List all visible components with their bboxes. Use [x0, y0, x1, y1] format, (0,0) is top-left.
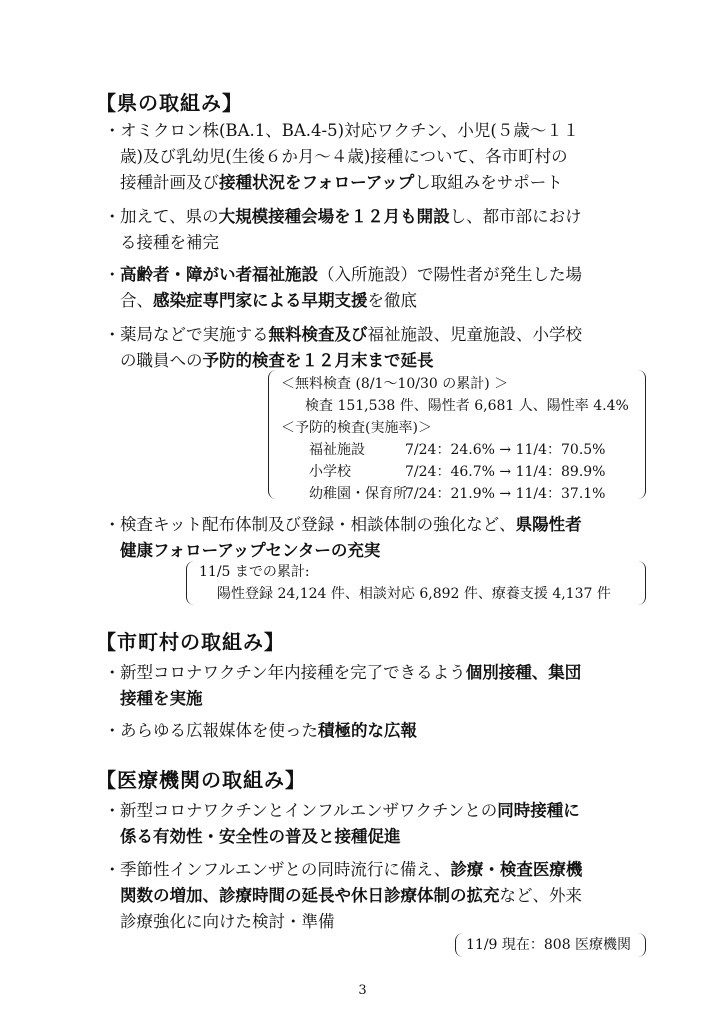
bullet-dot: ・: [104, 207, 121, 226]
body-text: など、外来: [499, 886, 582, 905]
emphasis-text: 大規模接種会場を１２月も開設: [218, 207, 450, 226]
rate-from: 7/24：21.9%: [405, 486, 495, 502]
body-text: オミクロン株(BA.1、BA.4-5)対応ワクチン、小児(５歳～１１: [120, 121, 580, 140]
rate-to: 11/4：70.5%: [515, 442, 606, 458]
bullet-dot: ・: [104, 860, 121, 879]
emphasis-text: 高齢者・障がい者福祉施設: [120, 265, 318, 284]
preventive-row: [309, 483, 685, 505]
arrow: →: [499, 486, 512, 502]
bullet-item: [104, 204, 649, 256]
body-text: 薬局などで実施する: [120, 325, 269, 344]
body-text: の職員への: [120, 351, 203, 370]
body-text: 新型コロナワクチンとインフルエンザワクチンとの: [120, 801, 498, 820]
emphasis-text: 関数の増加、診療時間の延長や休日診療体制の拡充: [120, 886, 500, 905]
emphasis-text: 県陽性者: [515, 515, 582, 534]
bullet-item: [104, 857, 649, 935]
arrow: →: [499, 442, 512, 458]
emphasis-text: 係る有効性・安全性の普及と接種促進: [120, 827, 401, 846]
bullet-line: [120, 909, 649, 935]
preventive-row: [309, 439, 685, 461]
bullet-text: [120, 857, 649, 935]
body-text: 検査キット配布体制及び登録・相談体制の強化など、: [120, 515, 516, 534]
bullet-item: [104, 262, 649, 314]
bullet-dot: ・: [104, 515, 121, 534]
emphasis-text: 接種を実施: [120, 689, 203, 708]
section-heading-municipality: 【市町村の取組み】: [96, 630, 285, 654]
emphasis-text: 個別接種、集団: [465, 663, 582, 682]
facility-name: 小学校: [309, 464, 351, 480]
preventive-test-title: ＜予防的検査(実施率)＞: [281, 420, 432, 436]
body-text: し取組みをサポート: [414, 173, 563, 192]
body-text: し、都市部におけ: [449, 207, 582, 226]
body-text: を徹底: [367, 291, 417, 310]
bullet-line: [120, 824, 649, 850]
bullet-dot: ・: [104, 801, 121, 820]
bullet-item: [104, 660, 649, 712]
emphasis-text: 予防的検査を１２月末まで延長: [202, 351, 434, 370]
free-test-title: ＜無料検査 (8/1～10/30 の累計) ＞: [281, 376, 509, 392]
body-text: 福祉施設、児童施設、小学校: [367, 325, 582, 344]
section-heading-prefecture: 【県の取組み】: [96, 91, 243, 115]
followup-center-title: 11/5 までの累計:: [199, 564, 310, 580]
rate-from: 7/24：24.6%: [405, 442, 495, 458]
bullet-line: [120, 322, 649, 348]
facility-name: 福祉施設: [309, 442, 365, 458]
bullet-dot: ・: [104, 121, 121, 140]
bullet-text: [120, 322, 649, 374]
free-test-summary-box: [268, 370, 646, 502]
body-text: （入所施設）で陽性者が発生した場: [318, 265, 582, 284]
emphasis-text: 接種状況をフォローアップ: [219, 173, 415, 192]
bullet-line: [120, 204, 649, 230]
bullet-line: [120, 798, 649, 824]
bullet-line: [120, 512, 649, 538]
emphasis-text: 無料検査及び: [268, 325, 368, 344]
bullet-line: [120, 857, 649, 883]
rate-to: 11/4：37.1%: [515, 486, 606, 502]
body-text: 季節性インフルエンザとの同時流行に備え、: [120, 860, 451, 879]
bullet-item: [104, 322, 649, 374]
body-text: 新型コロナワクチン年内接種を完了できるよう: [120, 663, 466, 682]
bullet-dot: ・: [104, 721, 121, 740]
preventive-row: [309, 461, 685, 483]
bullet-text: [120, 118, 649, 196]
bullet-dot: ・: [104, 265, 121, 284]
medical-count: 11/9 現在：808 医療機関: [466, 937, 632, 953]
bullet-line: [120, 883, 649, 909]
bullet-text: [120, 262, 649, 314]
bullet-line: [120, 230, 649, 256]
bullet-text: [120, 798, 649, 850]
emphasis-text: 診療・検査医療機: [450, 860, 583, 879]
bullet-dot: ・: [104, 325, 121, 344]
body-text: 加えて、県の: [120, 207, 219, 226]
bullet-line: [120, 686, 649, 712]
followup-center-stats: 陽性登録 24,124 件、相談対応 6,892 件、療養支援 4,137 件: [217, 586, 611, 602]
body-text: あらゆる広報媒体を使った: [120, 721, 318, 740]
rate-to: 11/4：89.9%: [515, 464, 606, 480]
bullet-dot: ・: [104, 663, 121, 682]
section-heading-medical: 【医療機関の取組み】: [96, 768, 306, 792]
arrow: →: [499, 464, 512, 480]
medical-count-box: [455, 933, 646, 957]
bullet-text: [120, 718, 649, 744]
bullet-item: [104, 512, 649, 564]
body-text: 合、: [120, 291, 153, 310]
body-text: 歳)及び乳幼児(生後６か月～４歳)接種について、各市町村の: [120, 147, 568, 166]
body-text: 診療強化に向けた検討・準備: [120, 912, 335, 931]
bullet-text: [120, 512, 649, 564]
bullet-line: [120, 144, 649, 170]
page-number: 3: [358, 983, 367, 998]
free-test-stats: 検査 151,538 件、陽性者 6,681 人、陽性率 4.4%: [305, 398, 629, 414]
emphasis-text: 同時接種に: [497, 801, 580, 820]
bullet-line: [120, 118, 649, 144]
bullet-line: [120, 170, 649, 196]
rate-from: 7/24：46.7%: [405, 464, 495, 480]
facility-name: 幼稚園・保育所: [309, 486, 407, 502]
body-text: る接種を補完: [120, 233, 219, 252]
bullet-line: [120, 718, 649, 744]
followup-center-box: [186, 561, 646, 605]
bullet-line: [120, 660, 649, 686]
emphasis-text: 健康フォローアップセンターの充実: [120, 541, 381, 560]
bullet-item: [104, 718, 649, 744]
emphasis-text: 積極的な広報: [318, 721, 417, 740]
bullet-line: [120, 262, 649, 288]
bullet-item: [104, 118, 649, 196]
bullet-text: [120, 204, 649, 256]
body-text: 接種計画及び: [120, 173, 219, 192]
emphasis-text: 感染症専門家による早期支援: [153, 291, 368, 310]
bullet-line: [120, 288, 649, 314]
bullet-text: [120, 660, 649, 712]
bullet-item: [104, 798, 649, 850]
